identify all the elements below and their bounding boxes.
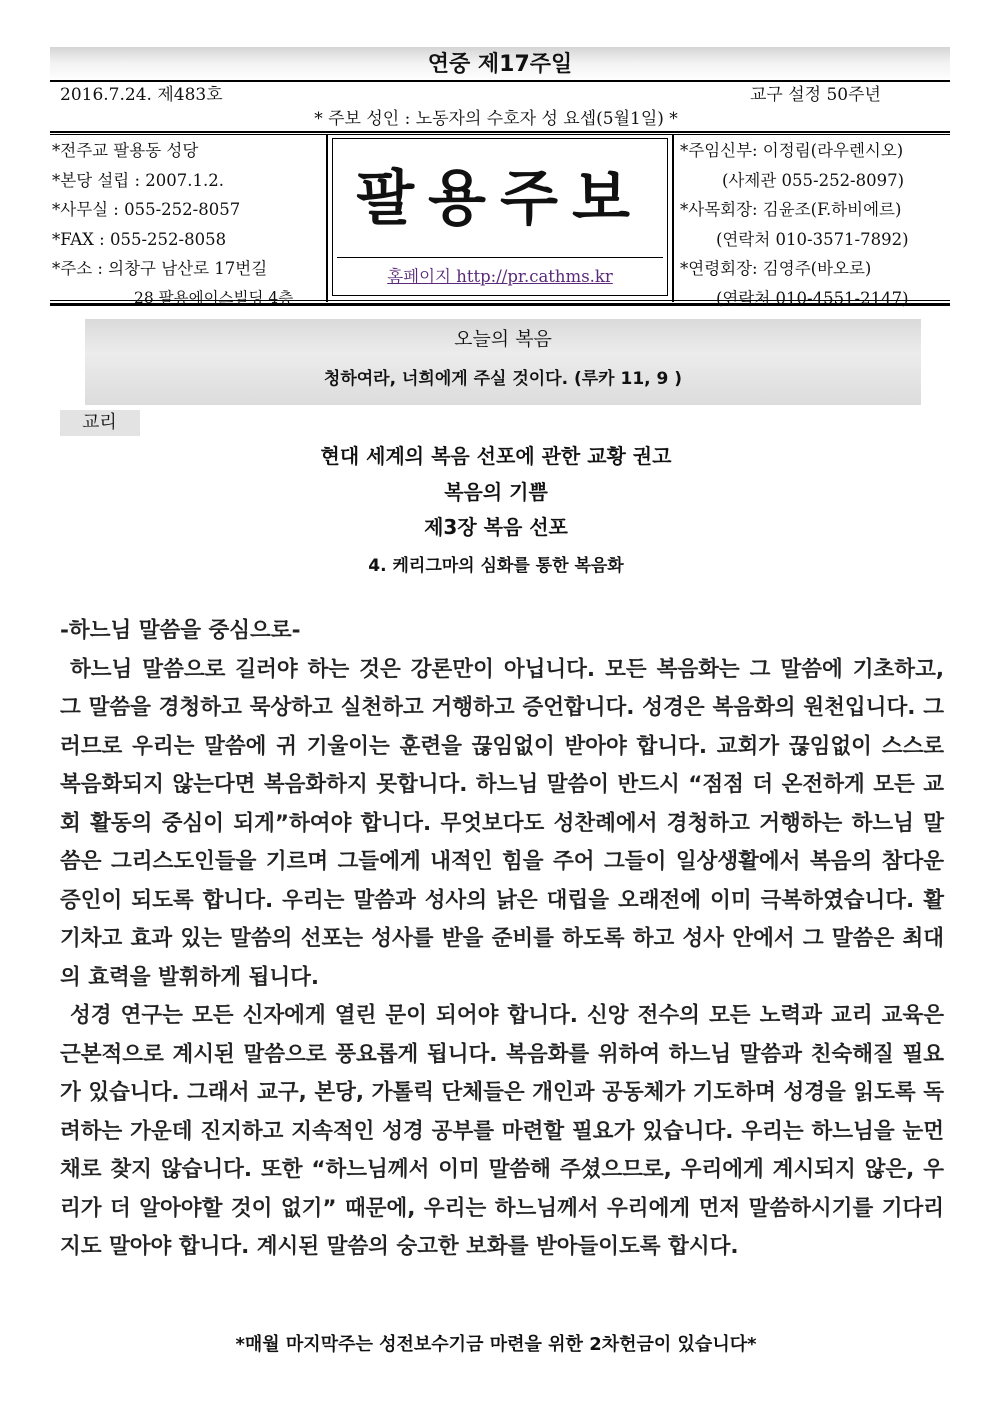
bulletin-title: 팔용주보 (356, 164, 644, 234)
parish-address-detail: 28 팔용에이스빌딩 4층 (134, 288, 294, 307)
todays-gospel-box (85, 319, 921, 405)
chapter-title: 제3장 복음 선포 (424, 515, 568, 539)
parish-office-phone: *사무실 : 055-252-8057 (52, 200, 241, 219)
article-body (60, 612, 944, 1267)
gospel-title: 오늘의 복음 (454, 328, 552, 350)
diocese-anniversary: 교구 설정 50주년 (750, 85, 881, 105)
article-paragraph: 성경 연구는 모든 신자에게 열린 문이 되어야 합니다. 신앙 전수의 모든 노력과 교리 교육은 근본적으로 계시된 말씀으로 풍요롭게 됩니다. 복음화를 위하여 하느님 말씀과 친숙해질 필요가 있습니다. 그래서 교구, 본당, 가톨릭 단체들은 개인과 공동체가 기도하며 성경을 읽도록 독려하는 가운데 진지하고 지속적인 성경 공부를 마련할 필요가 있습니다. 우리는 하느님을 눈먼 채로 찾지 않습니다. 또한 “하느님께서 이미 말씀해 주셨으므로, 우리에게 계시되지 않은, 우리가 더 알아야할 것이 없기” 때문에, 우리는 하느님께서 우리에게 먼저 말씀하시기를 기다리지도 말아야 합니다. 계시된 말씀의 숭고한 보화를 받아들이도록 합시다. (60, 1003, 944, 1259)
patron-saint-line: * 주보 성인 : 노동자의 수호자 성 요셉(5월1일) * (314, 109, 678, 129)
header-top-rule (50, 131, 950, 133)
pastor: *주임신부: 이정림(라우렌시오) (680, 141, 904, 160)
article-paragraph: 하느님 말씀으로 길러야 하는 것은 강론만이 아닙니다. 모든 복음화는 그 말씀에 기초하고, 그 말씀을 경청하고 묵상하고 실천하고 거행하고 증언합니다. 성경은 복음화의 원천입니다. 그러므로 우리는 말씀에 귀 기울이는 훈련을 끊임없이 받아야 합니다. 교회가 끊임없이 스스로 복음화되지 않는다면 복음화하지 못합니다. 하느님 말씀이 반드시 “점점 더 온전하게 모든 교회 활동의 중심이 되게”하여야 합니다. 무엇보다도 성찬례에서 경청하고 거행하는 하느님 말씀은 그리스도인들을 기르며 그들에게 내적인 힘을 주어 그들이 일상생활에서 복음의 참다운 증인이 되도록 합니다. 우리는 말씀과 성사의 낡은 대립을 오래전에 이미 극복하였습니다. 활기차고 효과 있는 말씀의 선포는 성사를 받을 준비를 하도록 하고 성사 안에서 그 말씀은 최대의 효력을 발휘하게 됩니다. (60, 656, 944, 990)
parish-founded: *본당 설립 : 2007.1.2. (52, 170, 225, 190)
title-box-divider (337, 257, 663, 258)
footer-notice: *매월 마지막주는 성전보수기금 마련을 위한 2차헌금이 있습니다* (235, 1334, 757, 1355)
section-tag: 교리 (60, 410, 140, 436)
pastoral-council-president: *사목회장: 김윤조(F.하비에르) (680, 200, 902, 219)
issue-date: 2016.7.24. 제483호 (60, 85, 223, 105)
homepage-link[interactable]: 홈페이지 http://pr.cathms.kr (387, 267, 613, 286)
header-divider-left (326, 134, 328, 302)
header-divider-right (672, 134, 674, 302)
council-contact: (연락처 010-3571-7892) (716, 229, 909, 249)
staff-info (680, 136, 950, 313)
funeral-contact: (연락처 010-4551-2147) (716, 288, 909, 308)
gospel-verse: 청하여라, 너희에게 주실 것이다. (루카 11, 9 ) (323, 369, 683, 389)
parish-name: *전주교 팔용동 성당 (52, 141, 199, 160)
banner-divider (50, 80, 950, 82)
header-top-rule-inner (50, 134, 950, 135)
funeral-committee-president: *연령회장: 김영주(바오로) (680, 259, 872, 278)
bulletin-title-box (332, 138, 668, 296)
parish-fax: *FAX : 055-252-8058 (52, 229, 227, 249)
document-subtitle: 복음의 기쁨 (444, 480, 548, 504)
liturgical-week-banner (50, 47, 950, 81)
parish-info (52, 136, 322, 313)
section-title: 4. 케리그마의 심화를 통한 복음화 (368, 556, 624, 576)
article-subtitle: -하느님 말씀을 중심으로- (60, 618, 301, 643)
parish-address: *주소 : 의창구 남산로 17번길 (52, 259, 268, 278)
rectory-phone: (사제관 055-252-8097) (722, 170, 905, 190)
liturgical-week-title: 연중 제17주일 (427, 52, 573, 77)
document-title: 현대 세계의 복음 선포에 관한 교황 권고 (320, 444, 672, 468)
